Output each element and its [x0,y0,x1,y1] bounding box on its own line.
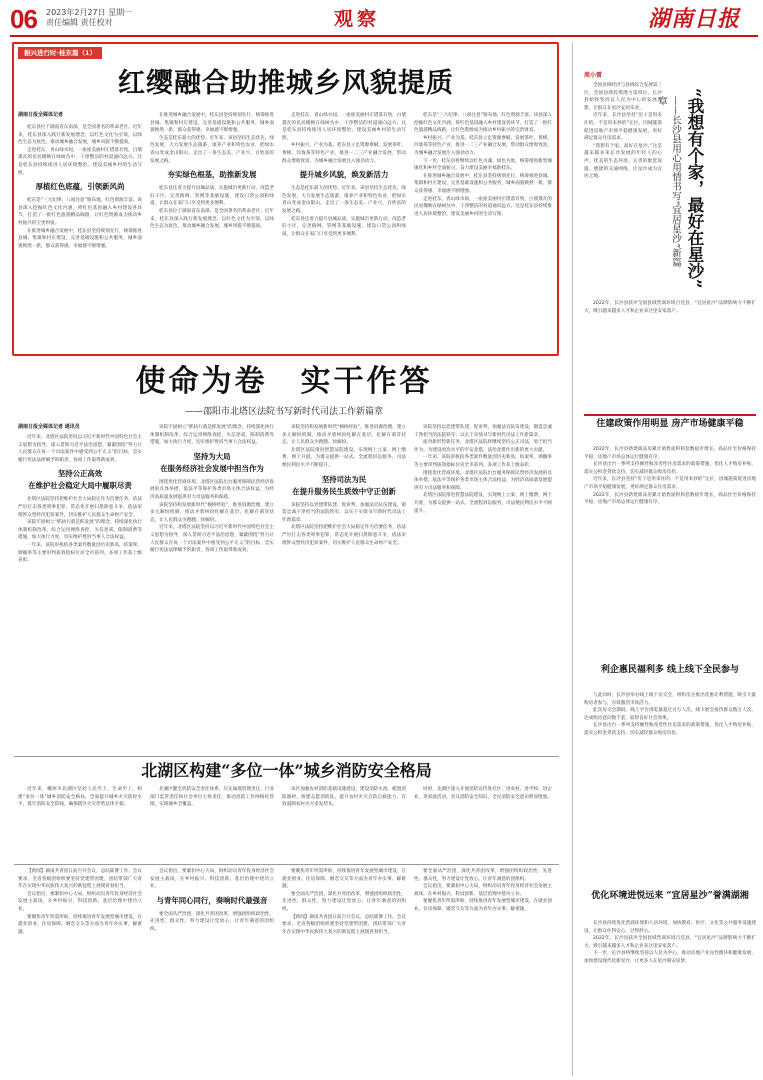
issue-meta [46,8,166,28]
right-column-section-1 [584,446,756,662]
paragraph: 桂东是“三大纪律、八项注意”颁布地，红色资源丰富。该县深入挖掘红色文化内涵，将红色基因融入乡村建设各环节，打造了一批红色旅游精品线路，让红色资源成为推动乡村振兴的宝贵财富。 [414,113,552,134]
paragraph: 桂东县位于湖南省东南部，是全国著名的革命老区。近年来，桂东县深入践行新发展理念，以红色文化为引领，以绿色生态为底色，推动城乡融合发展，城乡风貌不断提质。 [150,208,274,230]
story2-column-4 [414,424,552,752]
lead-subhead-1: 厚植红色底蕴，引领新风尚 [35,182,125,192]
paragraph: 乡村振兴，产业为基。桂东县立足资源禀赋，发展茶叶、黄桃、玲珑茶等特色产业，推进一二三产业融合发展，带动群众增收致富，为城乡融合发展注入强劲动力。 [282,143,406,164]
newspaper-logo: 湖南日报 [648,6,741,32]
right-section-rule [584,414,756,416]
story2-byline: 湖南日报全媒体记者 通讯员 [18,424,80,430]
lead-column-1 [18,124,142,352]
story2-column-2 [150,424,274,752]
paragraph: 2022年，长沙县新建商品房累计销售面积和套数稳步增长，商品住宅价格保持平稳，房地产市场总体运行健康有序。 [584,492,756,506]
bottom-column-2 [150,868,274,1074]
paragraph: 要全面从严治团，深化共青团改革，增强团组织政治性、先进性、群众性，努力建设让党放心、让青年满意的团组织。 [414,869,552,882]
story2-subhead-3a: 坚持司法为民 [321,474,367,484]
masthead [0,0,763,36]
paragraph: 会议指出，要紧扣中心大局，组织动员青年投身经济社会发展主战场，在乡村振兴、科技创新、基层治理中建功立业。 [414,884,552,897]
paragraph: 生态是桂东最大的优势。近年来，该县坚持生态优先、绿色发展，大力发展生态旅游、康养产业和特色农业，把绿水青山变成金山银山，走出了一条生态美、产业兴、百姓富的发展之路。 [282,186,406,214]
story3-column-4 [414,786,552,860]
divider [14,756,559,757]
paragraph: 此次房交会期间，线上平台浏览量超过百万人次，线下展会接待群众数万人次，达成购房意向数千套，取得良好社会效果。 [584,708,756,721]
story2-subhead-1a: 坚持公正高效 [57,469,103,479]
paragraph: 长沙县持续优化营商环境和人居环境，加快教育、医疗、文化等公共服务设施建设，让群众住得安心、过得舒心。 [584,921,756,934]
paragraph: 与此同时，长沙县举办线上线下房交会，组织房企推出优惠让利措施，吸引大量购房者参与，有效激活市场活力。 [584,693,756,706]
paragraph: 2022年，长沙县获评全国县域营商环境百佳县，“宜居星沙”品牌影响力不断扩大，吸引越来越多人才和企业来这里安家落户。 [584,301,756,314]
paragraph: 要聚焦青年所需所盼，持续推进青年发展型城市建设，在就业创业、住房保障、婚恋交友等方面为青年办实事、解难题。 [414,899,552,912]
paragraph: 【新闻】湖南共青团日前召开会议，总结部署工作。会议要求，全省各级团组织要坚持党建带团建，团结带领广大青年在实现中华民族伟大复兴的新征程上展现青春担当。 [282,914,406,935]
paragraph: 围绕优化营商环境，北塔区法院出台服务保障民营经济发展的具体举措，依法平等保护各类市场主体合法权益，为经济高质量发展提供有力司法服务和保障。 [414,470,552,491]
paragraph: 近年来，北塔区法院坚持以习近平新时代中国特色社会主义思想为指导，深入贯彻习近平法治思想，紧紧围绕“努力让人民群众在每一个司法案件中感受到公平正义”的目标，忠实履行宪法法律赋予的职责，各项工作取得新成效。 [18,435,142,463]
paragraph: 近年来，北塔区法院坚持以习近平新时代中国特色社会主义思想为指导，深入贯彻习近平法治思想，紧紧围绕“努力让人民群众在每一个司法案件中感受到公平正义”的目标，忠实履行宪法法律赋予的职责，各项工作取得新成效。 [150,525,274,554]
paragraph: 走进桂东，青山绿水间，一座座美丽村庄错落有致，白墙黛瓦的民居掩映在绿树丛中，干净整洁的村道通向远方。这是桂东县持续推进人居环境整治、建设美丽乡村的生动写照。 [414,196,552,217]
paragraph: 下一步，长沙县将继续坚持以人民为中心，推动房地产业良性循环和健康发展，加快建设现代化新星沙，让更多人在星沙圆安居梦。 [584,951,756,964]
paragraph: 该院牢固树立“抓执行就是抓发展”的理念，持续深化执行体制机制改革，综合运用网络查控、失信惩戒、限制消费等措施，加大执行力度，切实维护胜诉当事人合法权益。 [18,520,142,541]
story3-column-3 [282,786,406,860]
story2-subhead-1b: 在维护社会稳定大局中履职尽责 [28,481,132,491]
paragraph: 长沙县出台一系列支持刚性和改善性住房需求的政策措施，优化人才购房补贴，落实公积金贷款支持，切实减轻群众购房负担。 [584,462,756,475]
paragraph: 北塔区法院坚持把维护社会大局稳定作为首要任务，依法严厉打击各类刑事犯罪，常态化开展扫黑除恶斗争，依法审理涉众型经济犯罪案件，切实维护人民群众生命财产安全。 [18,497,142,518]
paragraph: 一年来，该院审执结各类案件数量创历史新高，结案率、调撤率等主要审判质效指标位居全市前列，多项工作获上级表彰。 [18,542,142,564]
paragraph: 围绕优化营商环境，北塔区法院出台服务保障民营经济发展的具体举措，依法平等保护各类市场主体合法权益，为经济高质量发展提供有力司法服务和保障。 [150,479,274,500]
right-head-2: 利企惠民福利多 线上线下全民参与 [600,665,740,675]
paragraph: 乡村振兴，产业为基。桂东县立足资源禀赋，发展茶叶、黄桃、玲珑茶等特色产业，推进一二三产业融合发展，带动群众增收致富，为城乡融合发展注入强劲动力。 [414,135,552,156]
paragraph: 全国县域经济与县域综合发展第三位，全国县域投资潜力第四位。长沙县始终坚持以人民为中心的发展思想，让群众在星沙安居乐业。 [584,83,662,111]
lead-subhead-3: 提升城乡风貌，焕发新活力 [299,170,389,180]
paragraph: 北塔区法院推进智慧法院建设，实现网上立案、网上缴费、网上开庭，为群众提供一站式、全流程诉讼服务，司法便民利民水平不断提升。 [282,447,406,468]
paragraph: 走进桂东，青山绿水间，一座座美丽村庄错落有致，白墙黛瓦的民居掩映在绿树丛中，干净整洁的村道通向远方。这是桂东县持续推进人居环境整治、建设美丽乡村的生动写照。 [18,147,142,176]
paragraph: 桂东是“三大纪律、八项注意”颁布地，红色资源丰富。该县深入挖掘红色文化内涵，将红色基因融入乡村建设各环节，打造了一批红色旅游精品线路，让红色资源成为推动乡村振兴的宝贵财富。 [18,198,142,226]
paragraph: 2022年，长沙县获评全国县域营商环境百佳县，“宜居星沙”品牌影响力不断扩大，吸引越来越多人才和企业来这里安家落户。 [584,936,756,949]
column-divider [572,42,573,1076]
paragraph: 该院牢固树立“抓执行就是抓发展”的理念，持续深化执行体制机制改革，综合运用网络查控、失信惩戒、限制消费等措施，加大执行力度，切实维护胜诉当事人合法权益。 [150,425,274,446]
issue-date: 2023年2月27日 星期一 [46,8,133,17]
paragraph: 近年来，长沙县坚持“房子是用来住的、不是用来炒的”定位，因城施策促进房地产市场平稳健康发展，更好满足群众住房需求。 [584,477,756,490]
section-title: 观察 [334,8,381,30]
story2-subhead-2b: 在服务经济社会发展中担当作为 [160,463,264,473]
right-head-3: 优化环境进悦远来 “宜居星沙”誉满湖湘 [591,891,749,901]
paragraph: 在推进城乡融合发展中，桂东县坚持规划先行，统筹推进县城、集镇和村庄建设，完善基础设施和公共服务，城乡面貌焕然一新，群众获得感、幸福感不断增强。 [150,113,274,134]
divider [14,864,559,865]
paragraph: 生态是桂东最大的优势。近年来，该县坚持生态优先、绿色发展，大力发展生态旅游、康养产业和特色农业，把绿水青山变成金山银山，走出了一条生态美、产业兴、百姓富的发展之路。 [150,135,274,164]
paragraph: 北塔区法院坚持把维护社会大局稳定作为首要任务，依法严厉打击各类刑事犯罪，常态化开展扫黑除恶斗争，依法审理涉众型经济犯罪案件，切实维护人民群众生命财产安全。 [282,525,406,546]
paragraph: 该院坚持和发展新时代“枫桥经验”，推进诉源治理，建立多元解纷机制，推动矛盾纠纷化解在基层、化解在萌芽状态，让人民群众少跑腿、快解纷。 [282,425,406,446]
commentary-headline [684,88,756,298]
right-column-lead-cont [584,300,756,360]
paragraph: 该区加强农村消防基础设施建设，建设消防水池、配置消防器材，组建志愿消防队，提升农村火灾自防自救能力，有效遏制农村火灾多发势头。 [282,787,406,808]
bottom-column-4 [414,868,552,1074]
story2-subheadline: ——邵阳市北塔区法院书写新时代司法工作新篇章 [184,407,383,417]
paragraph: 同时，北湖区深入开展消防宣传进社区、进农村、进学校、进企业、进家庭活动，普及消防安全知识，全民消防安全意识明显增强。 [414,787,552,800]
paragraph: 近年来，长沙县坚持“房子是用来住的、不是用来炒的”定位，因城施策促进房地产市场平稳健康发展，更好满足群众住房需求。 [584,113,662,142]
story3-headline: 北湖区构建“多位一体”城乡消防安全格局 [141,761,432,780]
paragraph: 该院坚持以党建带队建、促审判，加强法官队伍建设，锻造忠诚干净担当的法院铁军，以实干实绩书写新时代司法工作新篇章。 [282,502,406,523]
paragraph: 【新闻】湖南共青团日前召开会议，总结部署工作。会议要求，全省各级团组织要坚持党建带团建，团结带领广大青年在实现中华民族伟大复兴的新征程上展现青春担当。 [18,869,142,890]
lead-column-2 [150,112,274,352]
paragraph: “我想有个家，最好在星沙。”这是越来越多来长沙发展的年轻人的心声。优美的生态环境、完善的配套设施、便捷的交通网络，让星沙成为宜居之地。 [584,143,662,180]
right-column-section-2 [584,692,756,888]
right-column-section-3 [584,920,756,1074]
paragraph: 近年来，郴州市北湖区坚持人民至上、生命至上，构建“多位一体”城乡消防安全格局，全面提升城乡火灾防控水平，筑牢消防安全防线，确保辖区火灾形势总体平稳。 [18,787,142,808]
story2-headline: 使命为卷 实干作答 [135,364,433,399]
commentary-title: “我想有个家，最好在星沙” [685,88,704,289]
paragraph: 该院坚持以党建带队建、促审判，加强法官队伍建设，锻造忠诚干净担当的法院铁军，以实干实绩书写新时代司法工作新篇章。 [414,425,552,438]
story3-column-1 [18,786,142,860]
bottom-column-3 [282,868,406,1074]
columnist-name: 周小雷 [584,72,603,79]
lead-column-4 [414,112,552,352]
issue-editors: 责任编辑 责任校对 [46,18,113,27]
lead-byline: 湖南日报全媒体记者 [18,112,64,118]
paragraph: 会议指出，要紧扣中心大局，组织动员青年投身经济社会发展主战场，在乡村振兴、科技创新、基层治理中建功立业。 [18,891,142,912]
paragraph: 长沙县出台一系列支持刚性和改善性住房需求的政策措施，优化人才购房补贴，落实公积金贷款支持，切实减轻群众购房负担。 [584,723,756,736]
story2-column-3 [282,424,406,752]
story2-subhead-3b: 在提升服务民生质效中守正创新 [292,486,396,496]
paragraph: 该院坚持和发展新时代“枫桥经验”，推进诉源治理，建立多元解纷机制，推动矛盾纠纷化解在基层、化解在萌芽状态，让人民群众少跑腿、快解纷。 [150,502,274,523]
lead-subhead-2: 夯实绿色根基，助推新发展 [167,170,257,180]
paragraph: 下一步，桂东县将继续以红色为魂、绿色为底，统筹推进新型城镇化和乡村全面振兴，奋力建设美丽幸福新桂东。 [414,158,552,172]
paragraph: 桂东县还着力提升县城品质，实施城市更新行动，改造老旧小区，完善路网、管网等基础设施，建设口袋公园和绿道，让群众在家门口享受到更多便利。 [282,216,406,237]
paragraph: 在推进城乡融合发展中，桂东县坚持规划先行，统筹推进县城、集镇和村庄建设，完善基础设施和公共服务，城乡面貌焕然一新，群众获得感、幸福感不断增强。 [414,173,552,194]
paragraph: 桂东县还着力提升县城品质，实施城市更新行动，改造老旧小区，完善路网、管网等基础设施，建设口袋公园和绿道，让群众在家门口享受到更多便利。 [150,186,274,207]
paragraph: 北塔区法院推进智慧法院建设，实现网上立案、网上缴费、网上开庭，为群众提供一站式、全流程诉讼服务，司法便民利民水平不断提升。 [414,493,552,514]
paragraph: 在推进城乡融合发展中，桂东县坚持规划先行，统筹推进县城、集镇和村庄建设，完善基础设施和公共服务，城乡面貌焕然一新，群众获得感、幸福感不断增强。 [18,228,142,249]
story3-column-2 [150,786,274,860]
story2-column-1 [18,434,142,752]
paragraph: 要聚焦青年所需所盼，持续推进青年发展型城市建设，在就业创业、住房保障、婚恋交友等方面为青年办实事、解难题。 [282,869,406,890]
paragraph: 要聚焦青年所需所盼，持续推进青年发展型城市建设，在就业创业、住房保障、婚恋交友等方面为青年办实事、解难题。 [18,914,142,935]
bottom-subhead: 与青年同心同行，奏响时代最强音 [156,895,268,905]
series-tag: 振兴进行时·桂东篇（1） [18,47,102,59]
lead-column-3 [282,112,406,352]
paragraph: 桂东县位于湖南省东南部，是全国著名的革命老区。近年来，桂东县深入践行新发展理念，以红色文化为引领，以绿色生态为底色，推动城乡融合发展，城乡风貌不断提质。 [18,125,142,146]
masthead-rule [10,35,758,37]
page-number: 06 [10,4,37,34]
lead-headline[interactable]: 红缨融合助推城乡风貌提质 [118,68,454,99]
bottom-column-1 [18,868,142,1074]
paragraph: 要全面从严治团，深化共青团改革，增强团组织政治性、先进性、群众性，努力建设让党放心、让青年满意的团组织。 [150,911,274,932]
paragraph: 要全面从严治团，深化共青团改革，增强团组织政治性、先进性、群众性，努力建设让党放心、让青年满意的团组织。 [282,891,406,912]
paragraph: 北湖区健全消防安全责任体系，压实属地管理责任、行业部门监管责任和社会单位主体责任，推动消防工作网格化管理，实现城乡全覆盖。 [150,787,274,808]
story2-subhead-2a: 坚持为大局 [193,451,231,461]
paragraph: 走进桂东，青山绿水间，一座座美丽村庄错落有致，白墙黛瓦的民居掩映在绿树丛中，干净整洁的村道通向远方。这是桂东县持续推进人居环境整治、建设美丽乡村的生动写照。 [282,113,406,141]
paragraph: 一年来，该院审执结各类案件数量创历史新高，结案率、调撤率等主要审判质效指标位居全市前列，多项工作获上级表彰。 [414,455,552,468]
commentary-subtitle: ——长沙县用心用情书写“宜居星沙”新篇章 [656,96,681,268]
paragraph: 面对新形势新任务，北塔区法院将继续坚持公正司法，勇于担当作为，为建设更高水平的平安北塔、法治北塔作出新的更大贡献。 [414,440,552,453]
paragraph: 2022年，长沙县新建商品房累计销售面积和套数稳步增长，商品住宅价格保持平稳，房地产市场总体运行健康有序。 [584,447,756,460]
right-head-1: 住建政策作用明显 房产市场健康平稳 [596,419,744,429]
paragraph: 会议指出，要紧扣中心大局，组织动员青年投身经济社会发展主战场，在乡村振兴、科技创新、基层治理中建功立业。 [150,869,274,890]
